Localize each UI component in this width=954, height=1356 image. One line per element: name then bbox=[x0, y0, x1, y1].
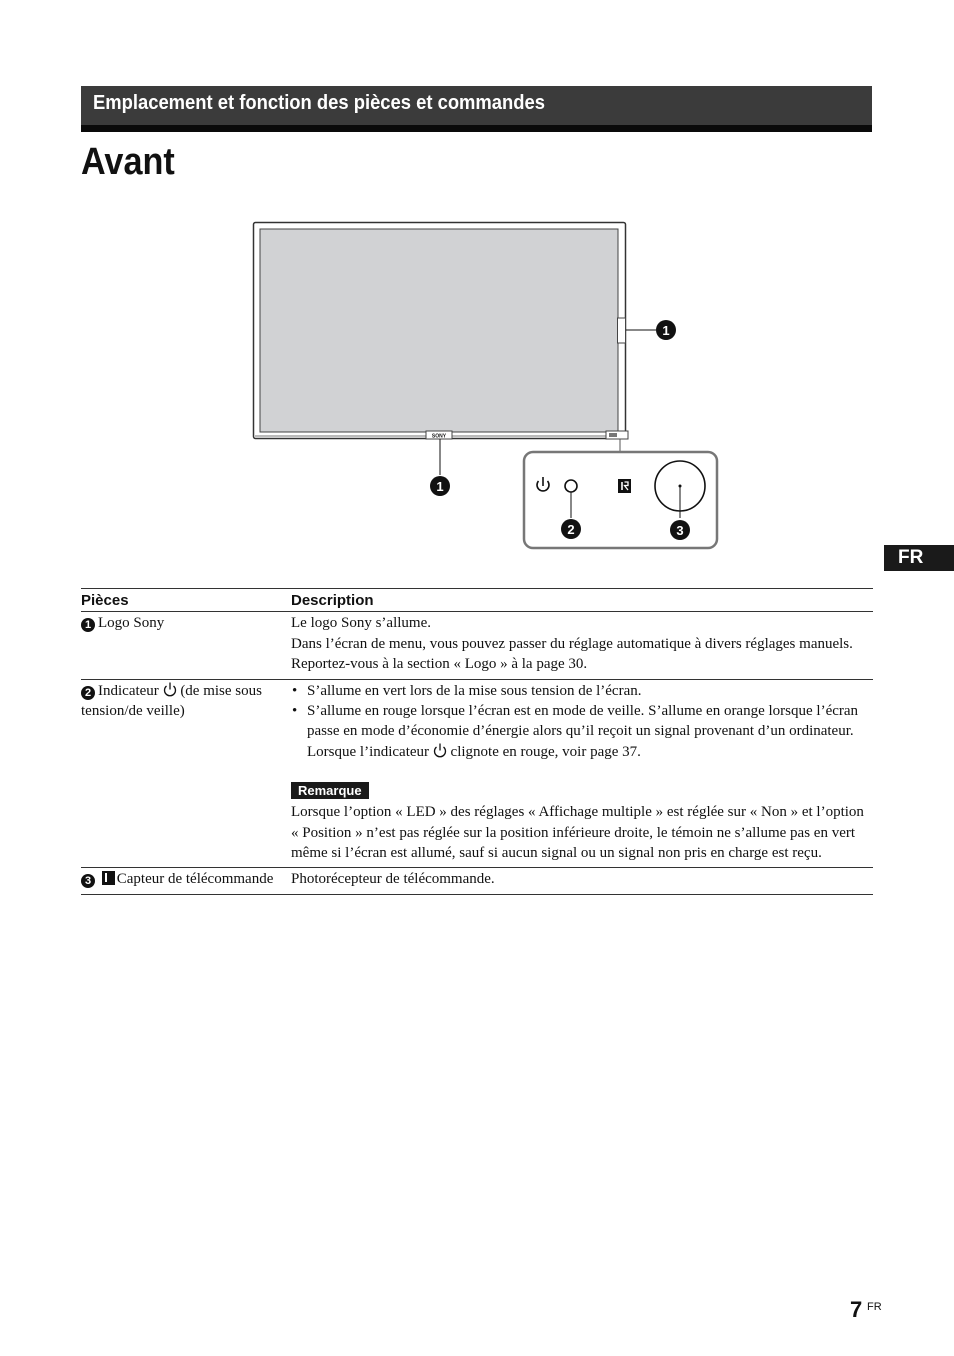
description-line: Photorécepteur de télécommande. bbox=[291, 871, 495, 888]
part-cell bbox=[81, 612, 291, 679]
header-parts: Pièces bbox=[81, 589, 291, 612]
side-led-indicator bbox=[618, 318, 626, 343]
power-symbol-icon bbox=[163, 682, 177, 697]
part-cell bbox=[81, 868, 291, 894]
item-number-badge: 2 bbox=[81, 686, 95, 700]
table-header-row bbox=[81, 589, 873, 612]
callout-1-bottom-label: 1 bbox=[436, 479, 444, 494]
description-line: Le logo Sony s’allume. bbox=[291, 615, 431, 632]
description-cell bbox=[291, 679, 873, 868]
table-row bbox=[81, 868, 873, 894]
parts-table bbox=[81, 588, 873, 895]
front-panel-diagram bbox=[0, 0, 954, 560]
part-name: Logo Sony bbox=[98, 615, 165, 632]
description-bullets bbox=[291, 681, 873, 742]
callout-1-side-label: 1 bbox=[662, 323, 670, 338]
description-line: Dans l’écran de menu, vous pouvez passer du réglage automatique à divers réglages manuels. Reportez-vous à la section « Logo » à la page 30. bbox=[291, 635, 853, 673]
remote-sensor-icon bbox=[618, 479, 631, 493]
page-number: 7 bbox=[850, 1297, 863, 1322]
remote-sensor-icon bbox=[102, 871, 115, 885]
section-title: Emplacement et fonction des pièces et commandes bbox=[93, 92, 545, 114]
blink-note-prefix: Lorsque l’indicateur bbox=[307, 743, 430, 760]
part-name: Capteur de télécommande bbox=[116, 871, 274, 888]
part-name-suffix: (de mise sous tension/de veille) bbox=[81, 682, 262, 720]
header-description: Description bbox=[291, 589, 873, 612]
blink-note-suffix: clignote en rouge, voir page 37. bbox=[450, 743, 641, 760]
callout-3-label: 3 bbox=[676, 523, 684, 538]
note-text: Lorsque l’option « LED » des réglages « Affichage multiple » est réglée sur « Non » et l’option « Position » n’est pas réglée sur la position inférieure droite, le témoin ne s’allume pas en vert même si l’écran est allumé, sauf si aucun signal ou un signal non pris en charge est reçu. bbox=[291, 804, 864, 862]
power-symbol-icon bbox=[433, 743, 447, 758]
item-number-badge: 3 bbox=[81, 874, 95, 888]
sony-logo-text: SONY bbox=[431, 433, 447, 440]
item-number-badge: 1 bbox=[81, 618, 95, 632]
blink-note bbox=[291, 742, 873, 762]
description-cell bbox=[291, 612, 873, 679]
page-title: Avant bbox=[81, 141, 175, 183]
monitor-screen bbox=[260, 229, 618, 432]
part-name-prefix: Indicateur bbox=[98, 682, 159, 699]
description-cell bbox=[291, 868, 873, 894]
power-indicator-lamp bbox=[565, 480, 577, 492]
language-tab: FR bbox=[884, 545, 954, 571]
part-cell bbox=[81, 679, 291, 868]
table-row bbox=[81, 612, 873, 679]
table-row bbox=[81, 679, 873, 868]
bullet-item: • S’allume en vert lors de la mise sous tension de l’écran. bbox=[291, 681, 873, 701]
callout-2-label: 2 bbox=[567, 522, 575, 537]
note-badge: Remarque bbox=[291, 782, 369, 799]
bullet-item: • S’allume en rouge lorsque l’écran est en mode de veille. S’allume en orange lorsque l’écran passe en mode d’économie d’énergie alors qu’il reçoit un signal provenant d’un ordinateur. bbox=[291, 701, 873, 742]
page-language-suffix: FR bbox=[867, 1301, 882, 1313]
